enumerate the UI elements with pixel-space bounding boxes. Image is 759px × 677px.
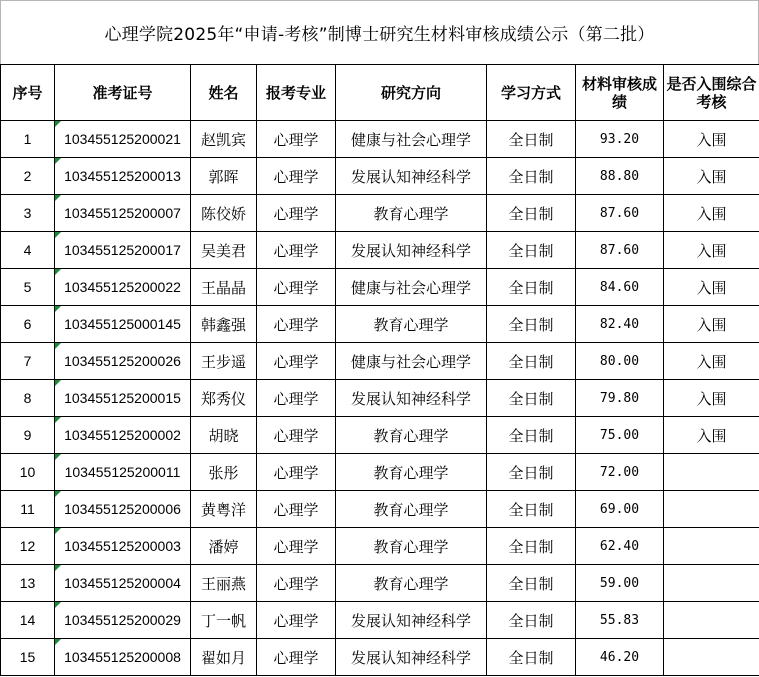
cell-major[interactable]: 心理学	[257, 306, 336, 343]
cell-major[interactable]: 心理学	[257, 195, 336, 232]
cell-seq[interactable]: 12	[1, 528, 55, 565]
cell-score[interactable]: 87.60	[576, 195, 664, 232]
cell-score[interactable]: 79.80	[576, 380, 664, 417]
cell-exam-id[interactable]: 103455125200017	[55, 232, 191, 269]
table-row	[1, 417, 759, 454]
cell-major[interactable]: 心理学	[257, 380, 336, 417]
cell-direction[interactable]: 发展认知神经科学	[336, 380, 487, 417]
cell-exam-id[interactable]: 103455125000145	[55, 306, 191, 343]
cell-exam-id[interactable]: 103455125200007	[55, 195, 191, 232]
cell-name[interactable]: 王丽燕	[191, 565, 257, 602]
cell-direction[interactable]: 教育心理学	[336, 195, 487, 232]
cell-mode[interactable]: 全日制	[487, 454, 576, 491]
cell-direction[interactable]: 健康与社会心理学	[336, 269, 487, 306]
cell-mode[interactable]: 全日制	[487, 565, 576, 602]
cell-name[interactable]: 丁一帆	[191, 602, 257, 639]
cell-seq[interactable]: 3	[1, 195, 55, 232]
cell-admit[interactable]	[664, 565, 759, 602]
score-table	[0, 64, 759, 676]
table-row	[1, 158, 759, 195]
header-name: 姓名	[191, 65, 257, 121]
cell-direction[interactable]: 发展认知神经科学	[336, 639, 487, 676]
header-seq: 序号	[1, 65, 55, 121]
cell-exam-id[interactable]: 103455125200013	[55, 158, 191, 195]
cell-name[interactable]: 韩鑫强	[191, 306, 257, 343]
cell-admit[interactable]	[664, 639, 759, 676]
cell-major[interactable]: 心理学	[257, 454, 336, 491]
cell-name[interactable]: 陈佼娇	[191, 195, 257, 232]
cell-name[interactable]: 黄粤洋	[191, 491, 257, 528]
cell-admit[interactable]: 入围	[664, 195, 759, 232]
cell-major[interactable]: 心理学	[257, 602, 336, 639]
cell-mode[interactable]: 全日制	[487, 232, 576, 269]
table-row	[1, 269, 759, 306]
cell-seq[interactable]: 7	[1, 343, 55, 380]
cell-admit[interactable]: 入围	[664, 158, 759, 195]
table-row	[1, 565, 759, 602]
cell-seq[interactable]: 9	[1, 417, 55, 454]
cell-major[interactable]: 心理学	[257, 232, 336, 269]
cell-score[interactable]: 93.20	[576, 121, 664, 158]
table-body	[1, 121, 759, 676]
cell-mode[interactable]: 全日制	[487, 380, 576, 417]
cell-direction[interactable]: 教育心理学	[336, 417, 487, 454]
header-admit: 是否入围综合考核	[664, 65, 759, 121]
cell-admit[interactable]: 入围	[664, 306, 759, 343]
cell-exam-id[interactable]: 103455125200022	[55, 269, 191, 306]
table-row	[1, 306, 759, 343]
header-mode: 学习方式	[487, 65, 576, 121]
header-major: 报考专业	[257, 65, 336, 121]
cell-mode[interactable]: 全日制	[487, 491, 576, 528]
cell-name[interactable]: 赵凯宾	[191, 121, 257, 158]
cell-admit[interactable]	[664, 491, 759, 528]
cell-score[interactable]: 88.80	[576, 158, 664, 195]
cell-exam-id[interactable]: 103455125200004	[55, 565, 191, 602]
cell-major[interactable]: 心理学	[257, 528, 336, 565]
cell-score[interactable]: 46.20	[576, 639, 664, 676]
cell-admit[interactable]	[664, 454, 759, 491]
cell-mode[interactable]: 全日制	[487, 417, 576, 454]
cell-seq[interactable]: 13	[1, 565, 55, 602]
table-row	[1, 380, 759, 417]
cell-score[interactable]: 62.40	[576, 528, 664, 565]
cell-major[interactable]: 心理学	[257, 269, 336, 306]
cell-major[interactable]: 心理学	[257, 565, 336, 602]
cell-mode[interactable]: 全日制	[487, 121, 576, 158]
cell-mode[interactable]: 全日制	[487, 343, 576, 380]
cell-score[interactable]: 75.00	[576, 417, 664, 454]
cell-score[interactable]: 72.00	[576, 454, 664, 491]
cell-direction[interactable]: 教育心理学	[336, 565, 487, 602]
cell-seq[interactable]: 5	[1, 269, 55, 306]
table-row	[1, 232, 759, 269]
cell-score[interactable]: 82.40	[576, 306, 664, 343]
header-score: 材料审核成绩	[576, 65, 664, 121]
cell-admit[interactable]: 入围	[664, 121, 759, 158]
table-header	[1, 65, 759, 121]
cell-admit[interactable]	[664, 528, 759, 565]
table-row	[1, 121, 759, 158]
cell-mode[interactable]: 全日制	[487, 639, 576, 676]
cell-direction[interactable]: 教育心理学	[336, 491, 487, 528]
cell-major[interactable]: 心理学	[257, 158, 336, 195]
cell-seq[interactable]: 1	[1, 121, 55, 158]
cell-exam-id[interactable]: 103455125200006	[55, 491, 191, 528]
cell-direction[interactable]: 发展认知神经科学	[336, 232, 487, 269]
cell-exam-id[interactable]: 103455125200008	[55, 639, 191, 676]
cell-name[interactable]: 张彤	[191, 454, 257, 491]
cell-name[interactable]: 潘婷	[191, 528, 257, 565]
cell-direction[interactable]: 教育心理学	[336, 306, 487, 343]
cell-admit[interactable]: 入围	[664, 232, 759, 269]
cell-name[interactable]: 翟如月	[191, 639, 257, 676]
cell-mode[interactable]: 全日制	[487, 306, 576, 343]
table-row	[1, 602, 759, 639]
cell-seq[interactable]: 14	[1, 602, 55, 639]
cell-mode[interactable]: 全日制	[487, 528, 576, 565]
cell-exam-id[interactable]: 103455125200011	[55, 454, 191, 491]
cell-mode[interactable]: 全日制	[487, 269, 576, 306]
cell-admit[interactable]: 入围	[664, 380, 759, 417]
table-row	[1, 343, 759, 380]
cell-admit[interactable]: 入围	[664, 269, 759, 306]
cell-exam-id[interactable]: 103455125200002	[55, 417, 191, 454]
cell-exam-id[interactable]: 103455125200021	[55, 121, 191, 158]
cell-seq[interactable]: 6	[1, 306, 55, 343]
cell-score[interactable]: 69.00	[576, 491, 664, 528]
cell-seq[interactable]: 2	[1, 158, 55, 195]
cell-direction[interactable]: 发展认知神经科学	[336, 602, 487, 639]
cell-seq[interactable]: 11	[1, 491, 55, 528]
cell-admit[interactable]: 入围	[664, 343, 759, 380]
cell-score[interactable]: 59.00	[576, 565, 664, 602]
cell-score[interactable]: 84.60	[576, 269, 664, 306]
cell-direction[interactable]: 教育心理学	[336, 528, 487, 565]
cell-name[interactable]: 胡晓	[191, 417, 257, 454]
cell-mode[interactable]: 全日制	[487, 158, 576, 195]
cell-admit[interactable]: 入围	[664, 417, 759, 454]
table-row	[1, 195, 759, 232]
cell-admit[interactable]	[664, 602, 759, 639]
cell-mode[interactable]: 全日制	[487, 195, 576, 232]
cell-exam-id[interactable]: 103455125200015	[55, 380, 191, 417]
cell-major[interactable]: 心理学	[257, 491, 336, 528]
cell-major[interactable]: 心理学	[257, 639, 336, 676]
cell-seq[interactable]: 4	[1, 232, 55, 269]
table-row	[1, 491, 759, 528]
header-direction: 研究方向	[336, 65, 487, 121]
cell-seq[interactable]: 8	[1, 380, 55, 417]
cell-seq[interactable]: 10	[1, 454, 55, 491]
cell-major[interactable]: 心理学	[257, 121, 336, 158]
cell-name[interactable]: 王步遥	[191, 343, 257, 380]
cell-direction[interactable]: 发展认知神经科学	[336, 158, 487, 195]
cell-name[interactable]: 吴美君	[191, 232, 257, 269]
cell-name[interactable]: 郑秀仪	[191, 380, 257, 417]
header-row	[1, 65, 759, 121]
cell-score[interactable]: 55.83	[576, 602, 664, 639]
cell-direction[interactable]: 健康与社会心理学	[336, 121, 487, 158]
cell-exam-id[interactable]: 103455125200003	[55, 528, 191, 565]
cell-name[interactable]: 郭晖	[191, 158, 257, 195]
table-row	[1, 639, 759, 676]
table-row	[1, 528, 759, 565]
cell-major[interactable]: 心理学	[257, 417, 336, 454]
cell-name[interactable]: 王晶晶	[191, 269, 257, 306]
cell-direction[interactable]: 教育心理学	[336, 454, 487, 491]
cell-exam-id[interactable]: 103455125200029	[55, 602, 191, 639]
table-row	[1, 454, 759, 491]
cell-major[interactable]: 心理学	[257, 343, 336, 380]
cell-mode[interactable]: 全日制	[487, 602, 576, 639]
header-exam-id: 准考证号	[55, 65, 191, 121]
cell-score[interactable]: 80.00	[576, 343, 664, 380]
cell-exam-id[interactable]: 103455125200026	[55, 343, 191, 380]
cell-seq[interactable]: 15	[1, 639, 55, 676]
page-title: 心理学院2025年“申请-考核”制博士研究生材料审核成绩公示（第二批）	[0, 0, 759, 64]
cell-direction[interactable]: 健康与社会心理学	[336, 343, 487, 380]
cell-score[interactable]: 87.60	[576, 232, 664, 269]
